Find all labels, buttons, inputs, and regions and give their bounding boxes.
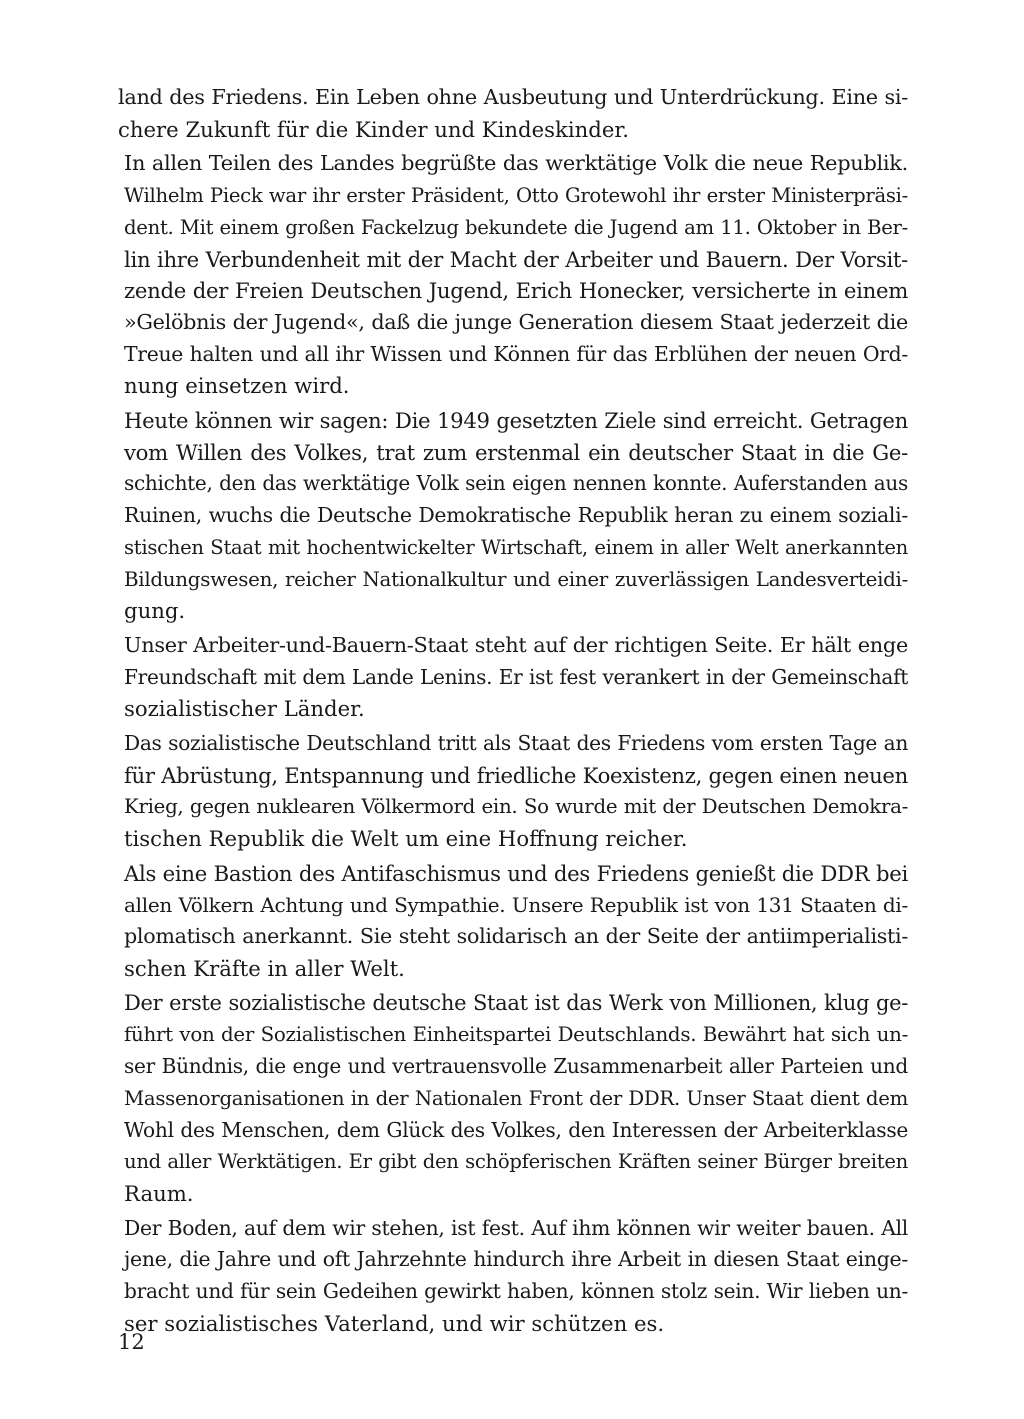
text-line: Das sozialistische Deutschland tritt als Staat des Friedens vom ersten Tage an [124,731,908,756]
text-line: schen Kräfte in aller Welt. [124,955,405,981]
paragraph-2 [118,148,908,402]
text-line: plomatisch anerkannt. Sie steht solidarisch an der Seite der antiimperialisti- [124,924,908,949]
text-line: sozialistischer Länder. [124,696,365,722]
text-line: bracht und für sein Gedeihen gewirkt haben, können stolz sein. Wir lieben un- [124,1279,908,1304]
text-line: Wilhelm Pieck war ihr erster Präsident, Otto Grotewohl ihr erster Ministerpräsi- [124,184,908,208]
text-line: zende der Freien Deutschen Jugend, Erich Honecker, versicherte in einem [124,278,908,304]
text-line: Freundschaft mit dem Lande Lenins. Er ist fest verankert in der Gemeinschaft [124,664,908,689]
text-line: und aller Werktätigen. Er gibt den schöpferischen Kräften seiner Bürger breiten [124,1150,908,1174]
text-line: stischen Staat mit hochentwickelter Wirtschaft, einem in aller Welt anerkannten [124,535,908,559]
page-number: 12 [118,1330,145,1354]
text-line: tischen Republik die Welt um eine Hoffnung reicher. [124,826,688,852]
text-line: Massenorganisationen in der Nationalen Front der DDR. Unser Staat dient dem [124,1086,908,1110]
paragraph-1 [118,82,908,145]
text-line: führt von der Sozialistischen Einheitspartei Deutschlands. Bewährt hat sich un- [124,1023,908,1047]
text-line: Raum. [124,1180,194,1206]
text-line: Als eine Bastion des Antifaschismus und des Friedens genießt die DDR bei [124,860,908,886]
text-line: Heute können wir sagen: Die 1949 gesetzten Ziele sind erreicht. Getragen [124,408,908,434]
text-line: dent. Mit einem großen Fackelzug bekundete die Jugend am 11. Oktober in Ber- [124,215,908,239]
text-line: »Gelöbnis der Jugend«, daß die junge Generation diesem Staat jederzeit die [124,309,908,334]
text-line: vom Willen des Volkes, trat zum erstenmal ein deutscher Staat in die Ge- [124,439,908,465]
text-line: Bildungswesen, reicher Nationalkultur und einer zuverlässigen Landesverteidi- [124,567,908,591]
text-line: chere Zukunft für die Kinder und Kindeskinder. [118,116,629,142]
text-line: ser sozialistisches Vaterland, und wir schützen es. [124,1310,665,1336]
paragraph-6 [118,858,908,985]
paragraph-3 [118,405,908,627]
text-line: für Abrüstung, Entspannung und friedliche Koexistenz, gegen einen neuen [124,762,908,788]
text-line: land des Friedens. Ein Leben ohne Ausbeutung und Unterdrückung. Eine si- [118,85,908,109]
text-line: gung. [124,598,186,624]
text-line: Unser Arbeiter-und-Bauern-Staat steht auf der richtigen Seite. Er hält enge [124,632,908,657]
paragraph-4 [118,630,908,725]
text-line: Krieg, gegen nuklearen Völkermord ein. So wurde mit der Deutschen Demokra- [124,795,908,819]
text-line: schichte, den das werktätige Volk sein eigen nennen konnte. Auferstanden aus [124,471,908,496]
text-line: ser Bündnis, die enge und vertrauensvolle Zusammenarbeit aller Parteien und [124,1054,908,1079]
text-line: Der erste sozialistische deutsche Staat ist das Werk von Millionen, klug ge- [124,990,908,1015]
text-line: Treue halten und all ihr Wissen und Können für das Erblühen der neuen Ord- [124,341,908,366]
paragraph-7 [118,988,908,1210]
text-line: Wohl des Menschen, dem Glück des Volkes, den Interessen der Arbeiterklasse [124,1117,908,1142]
text-line: Der Boden, auf dem wir stehen, ist fest. Auf ihm können wir weiter bauen. All [124,1215,908,1240]
text-line: Ruinen, wuchs die Deutsche Demokratische Republik heran zu einem soziali- [124,503,908,528]
text-line: In allen Teilen des Landes begrüßte das werktätige Volk die neue Republik. [124,151,908,176]
paragraph-5 [118,728,908,855]
text-line: nung einsetzen wird. [124,373,350,399]
text-line: jene, die Jahre und oft Jahrzehnte hindurch ihre Arbeit in diesen Staat einge- [124,1247,908,1272]
text-line: lin ihre Verbundenheit mit der Macht der Arbeiter und Bauern. Der Vorsit- [124,246,908,272]
page-body [118,82,908,1342]
text-line: allen Völkern Achtung und Sympathie. Unsere Republik ist von 131 Staaten di- [124,892,908,917]
paragraph-8 [118,1213,908,1340]
